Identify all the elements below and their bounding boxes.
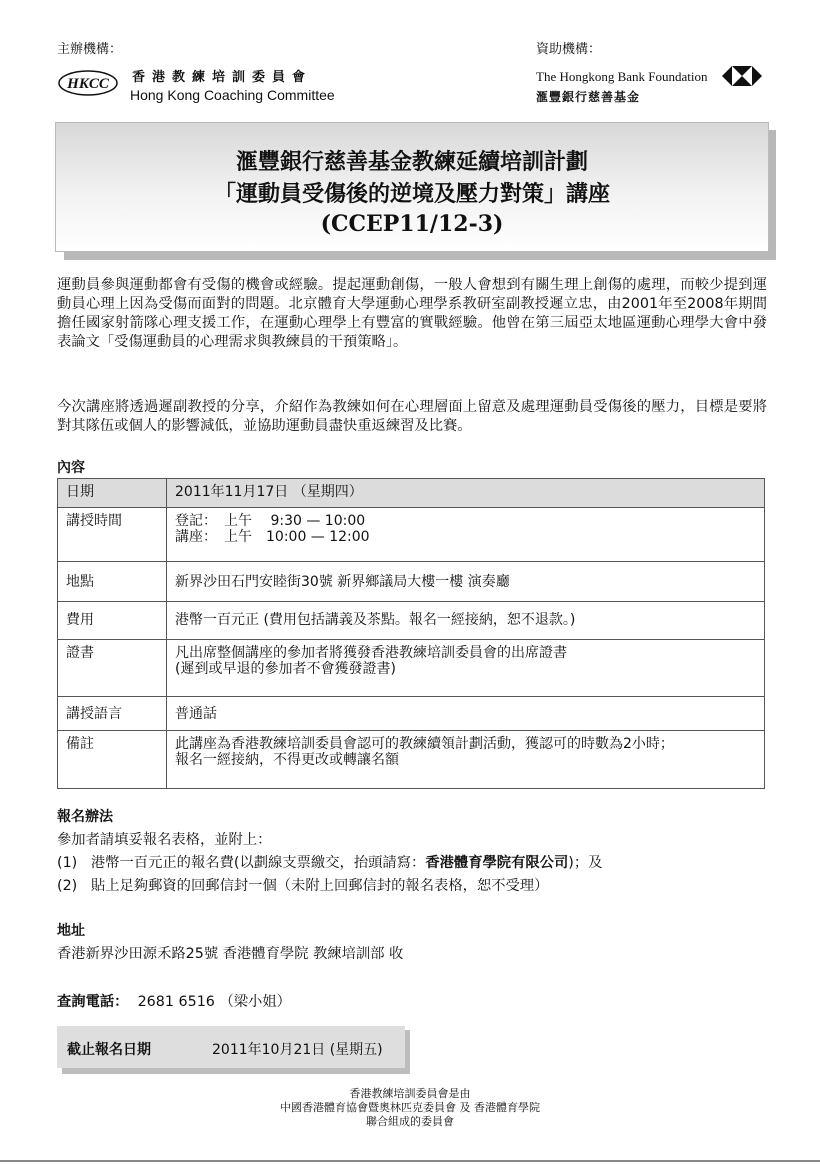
row-value — [167, 602, 765, 640]
fee-value: 港幣一百元正 (費用包括講義及茶點。報名一經接納，恕不退款。) — [175, 612, 576, 628]
enquiry-contact: （梁小姐） — [219, 994, 291, 1010]
row-label: 講授語言 — [58, 697, 167, 731]
registration-time: 登記： 上午 9:30 — 10:00 — [175, 513, 366, 529]
item-text: 貼上足夠郵資的回郵信封一個（未附上回郵信封的報名表格，恕不受理） — [90, 878, 549, 894]
hkcc-logo — [57, 68, 119, 98]
sponsor-label: 資助機構： — [536, 42, 602, 57]
registration-item-2 — [57, 875, 548, 895]
venue-value: 新界沙田石門安睦街30號 新界鄉議局大樓一樓 演奏廳 — [175, 574, 510, 590]
certificate-value: 凡出席整個講座的參加者將獲發香港教練培訓委員會的出席證書 — [175, 645, 567, 661]
organizer-name-en: Hong Kong Coaching Committee — [130, 87, 335, 103]
footer-line-2: 中國香港體育協會暨奧林匹克委員會 及 香港體育學院 — [280, 1101, 540, 1114]
registration-heading: 報名辦法 — [57, 809, 113, 825]
intro-paragraph-2: 今次講座將透過遲副教授的分享，介紹作為教練如何在心理層面上留意及處理運動員受傷後的壓力，目標是要將對其隊伍或個人的影響減低，並協助運動員盡快重返練習及比賽。 — [57, 399, 767, 434]
footer-line-3: 聯合組成的委員會 — [366, 1115, 454, 1128]
table-row — [58, 508, 765, 562]
item-number: (1) — [57, 855, 78, 871]
course-code: (CCEP11/12-3) — [320, 211, 504, 237]
payee-name: 香港體育學院有限公司 — [425, 855, 569, 871]
sponsor-name-zh: 滙豐銀行慈善基金 — [536, 90, 641, 104]
table-row — [58, 562, 765, 602]
row-label: 日期 — [58, 479, 167, 508]
table-row — [58, 697, 765, 731]
organizer-label: 主辦機構： — [57, 42, 123, 57]
item-number: (2) — [57, 878, 78, 894]
title-line-2: 「運動員受傷後的逆境及壓力對策」講座 — [213, 181, 610, 207]
intro-paragraph-1: 運動員參與運動都會有受傷的機會或經驗。提起運動創傷，一般人會想到有關生理上創傷的處理，而較少提到運動員心理上因為受傷而面對的問題。北京體育大學運動心理學系教研室副教授遲立忠，由2001年至2008年期間擔任國家射箭隊心理支援工作，在運動心理學上有豐富的實戰經驗。他曾在第三屆亞太地區運動心理學大會中發表論文「受傷運動員的心理需求與教練員的干預策略」。 — [57, 277, 767, 350]
table-row — [58, 479, 765, 508]
address-text: 香港新界沙田源禾路25號 香港體育學院 教練培訓部 收 — [57, 946, 404, 962]
enquiry-phone: 2681 6516 — [137, 994, 215, 1010]
row-value — [167, 640, 765, 697]
date-value: 2011年11月17日 （星期四） — [175, 484, 363, 500]
table-row — [58, 731, 765, 789]
language-value: 普通話 — [175, 706, 217, 722]
hsbc-hexagon-icon — [722, 66, 762, 86]
table-row — [58, 640, 765, 697]
info-table — [57, 478, 765, 789]
lecture-time: 講座： 上午 10:00 — 12:00 — [175, 529, 370, 545]
row-value — [167, 697, 765, 731]
row-label: 講授時間 — [58, 508, 167, 562]
enquiry-label: 查詢電話： — [57, 994, 129, 1010]
row-label: 證書 — [58, 640, 167, 697]
row-label: 地點 — [58, 562, 167, 602]
remarks-value: 此講座為香港教練培訓委員會認可的教練續領計劃活動，獲認可的時數為2小時； — [175, 736, 674, 752]
registration-item-1 — [57, 852, 602, 872]
footer-line-1: 香港教練培訓委員會是由 — [349, 1087, 471, 1100]
certificate-note: (遲到或早退的參加者不會獲發證書) — [175, 661, 396, 677]
sponsor-name-en: The Hongkong Bank Foundation — [536, 69, 708, 84]
address-heading: 地址 — [57, 923, 85, 939]
organizer-name-zh: 香港教練培訓委員會 — [132, 70, 313, 85]
item-text: 港幣一百元正的報名費(以劃線支票繳交，抬頭請寫： — [90, 855, 426, 871]
table-row — [58, 602, 765, 640]
row-value — [167, 562, 765, 602]
row-label: 費用 — [58, 602, 167, 640]
bottom-divider — [0, 1160, 820, 1162]
row-value — [167, 508, 765, 562]
row-value — [167, 731, 765, 789]
enquiry-line — [57, 991, 291, 1011]
registration-intro: 參加者請填妥報名表格，並附上： — [57, 832, 272, 848]
row-value — [167, 479, 765, 508]
remarks-note: 報名一經接納，不得更改或轉讓名額 — [175, 752, 399, 768]
item-text-end: )；及 — [568, 855, 603, 871]
deadline-date: 2011年10月21日 (星期五) — [212, 1042, 383, 1058]
title-box — [55, 122, 769, 252]
deadline-label: 截止報名日期 — [67, 1042, 151, 1058]
content-heading: 內容 — [57, 460, 85, 476]
title-line-1: 滙豐銀行慈善基金教練延續培訓計劃 — [235, 149, 588, 175]
hkcc-logo-text: HKCC — [67, 76, 109, 92]
row-label: 備註 — [58, 731, 167, 789]
